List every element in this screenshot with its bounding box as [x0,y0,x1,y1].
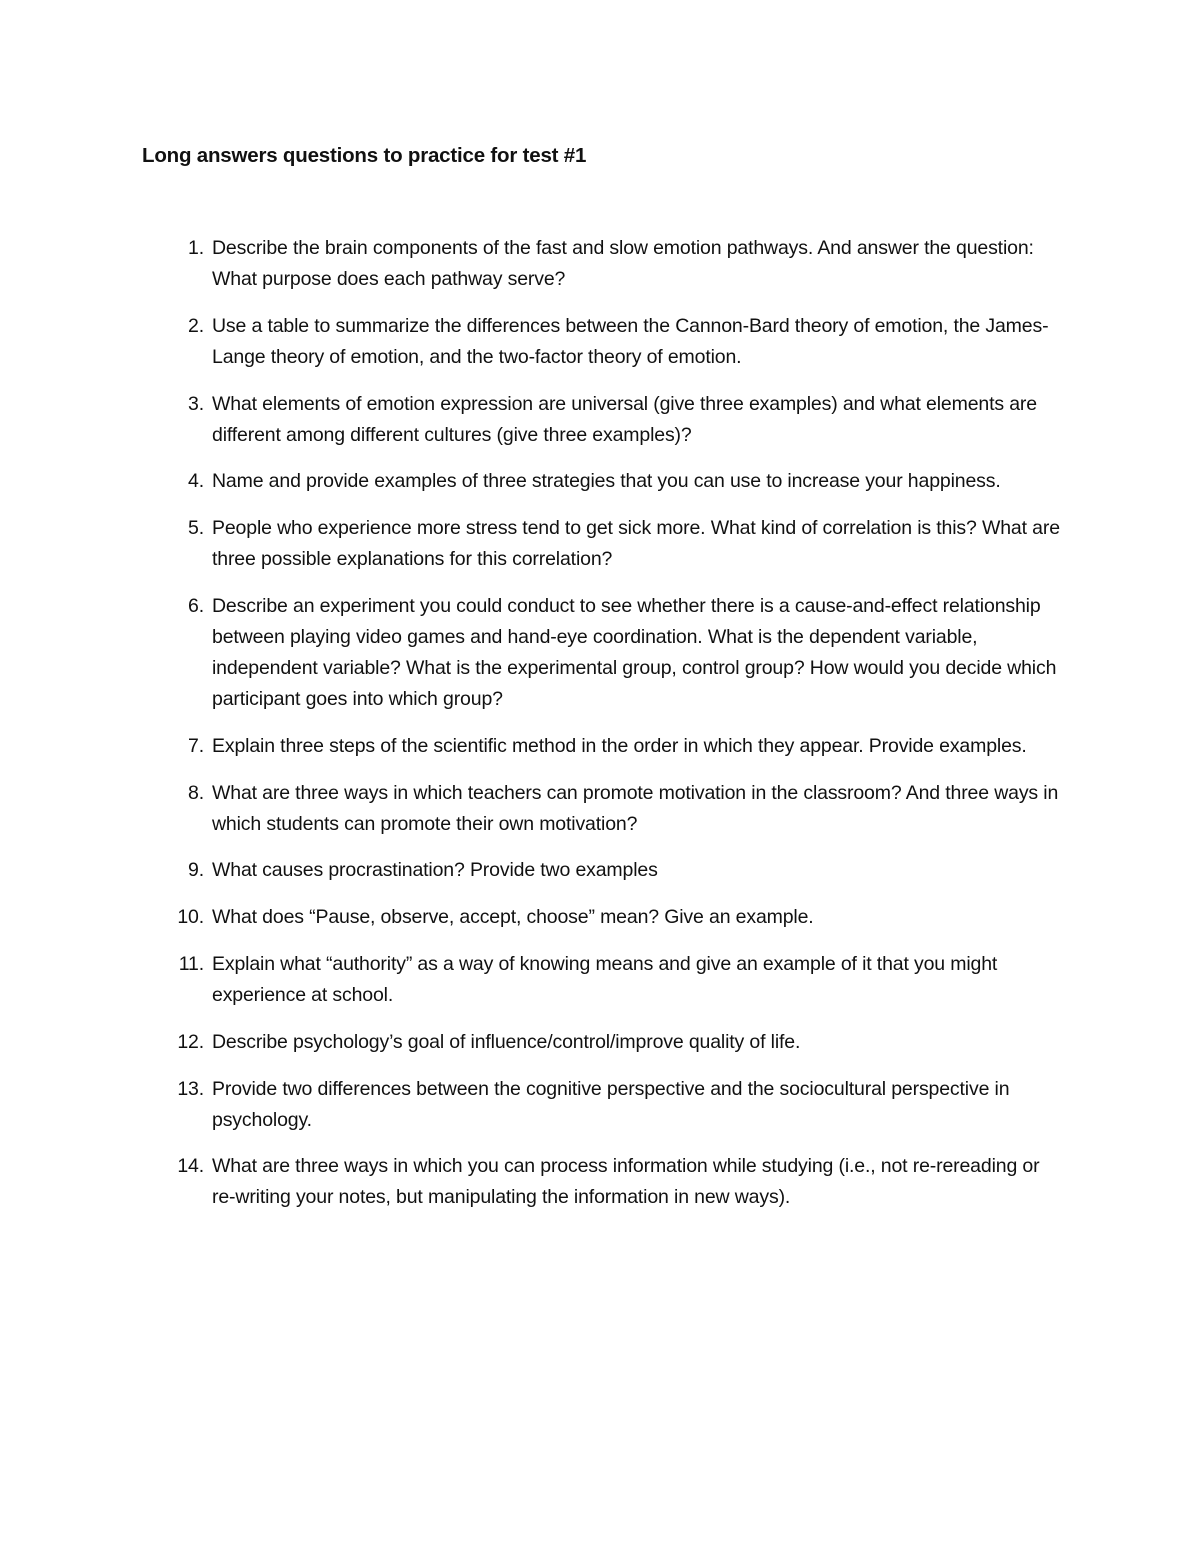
question-item [142,389,1062,451]
question-text: Explain what “authority” as a way of knowing means and give an example of it that you might experience at school. [212,952,998,1006]
question-text: Use a table to summarize the differences between the Cannon-Bard theory of emotion, the James-Lange theory of emotion, and the two-factor theory of emotion. [212,314,1049,368]
question-item [142,1151,1062,1213]
question-number: 7. [188,734,204,757]
question-number: 11. [178,952,204,975]
question-text: Describe psychology’s goal of influence/control/improve quality of life. [212,1030,801,1053]
question-text: Provide two differences between the cognitive perspective and the sociocultural perspective in psychology. [212,1077,1010,1131]
question-item [142,233,1062,295]
question-number: 13. [177,1077,204,1100]
question-number: 4. [188,470,204,493]
question-item [142,949,1062,1011]
document-title: Long answers questions to practice for test #1 [142,144,587,167]
question-number: 8. [188,781,204,804]
question-number: 10. [177,906,204,929]
question-item [142,466,1062,497]
question-text: Describe the brain components of the fast and slow emotion pathways. And answer the question: What purpose does each pathway serve? [212,237,1034,290]
question-list [142,233,1062,1229]
question-text: What elements of emotion expression are universal (give three examples) and what elements are different among different cultures (give three examples)? [212,392,1037,446]
question-number: 12. [177,1030,204,1053]
question-number: 9. [188,859,204,882]
question-item [142,731,1062,762]
question-item [142,311,1062,373]
question-item [142,1027,1062,1058]
question-number: 3. [188,392,204,415]
question-item [142,778,1062,840]
question-item [142,1074,1062,1136]
question-text: Explain three steps of the scientific method in the order in which they appear. Provide examples. [212,734,1027,757]
question-number: 1. [188,237,204,259]
question-number: 14. [177,1155,204,1178]
question-text: People who experience more stress tend to get sick more. What kind of correlation is this? What are three possible explanations for this correlation? [212,517,1060,571]
question-item [142,591,1062,715]
question-text: What are three ways in which you can process information while studying (i.e., not re-rereading or re-writing your notes, but manipulating the information in new ways). [212,1155,1040,1209]
question-number: 2. [188,314,204,337]
question-number: 5. [188,517,204,540]
question-text: What causes procrastination? Provide two examples [212,859,658,882]
question-item [142,855,1062,886]
question-text: What are three ways in which teachers can promote motivation in the classroom? And three ways in which students can promote their own motivation? [212,781,1059,835]
question-text: Name and provide examples of three strategies that you can use to increase your happiness. [212,470,1001,493]
question-item [142,902,1062,933]
question-text: Describe an experiment you could conduct to see whether there is a cause-and-effect relationship between playing video games and hand-eye coordination. What is the dependent variable, independent variable? What is the experimental group, control group? How would you decide which participant goes into which group? [212,594,1057,710]
question-text: What does “Pause, observe, accept, choose” mean? Give an example. [212,906,814,929]
question-number: 6. [188,594,204,617]
question-item [142,513,1062,575]
